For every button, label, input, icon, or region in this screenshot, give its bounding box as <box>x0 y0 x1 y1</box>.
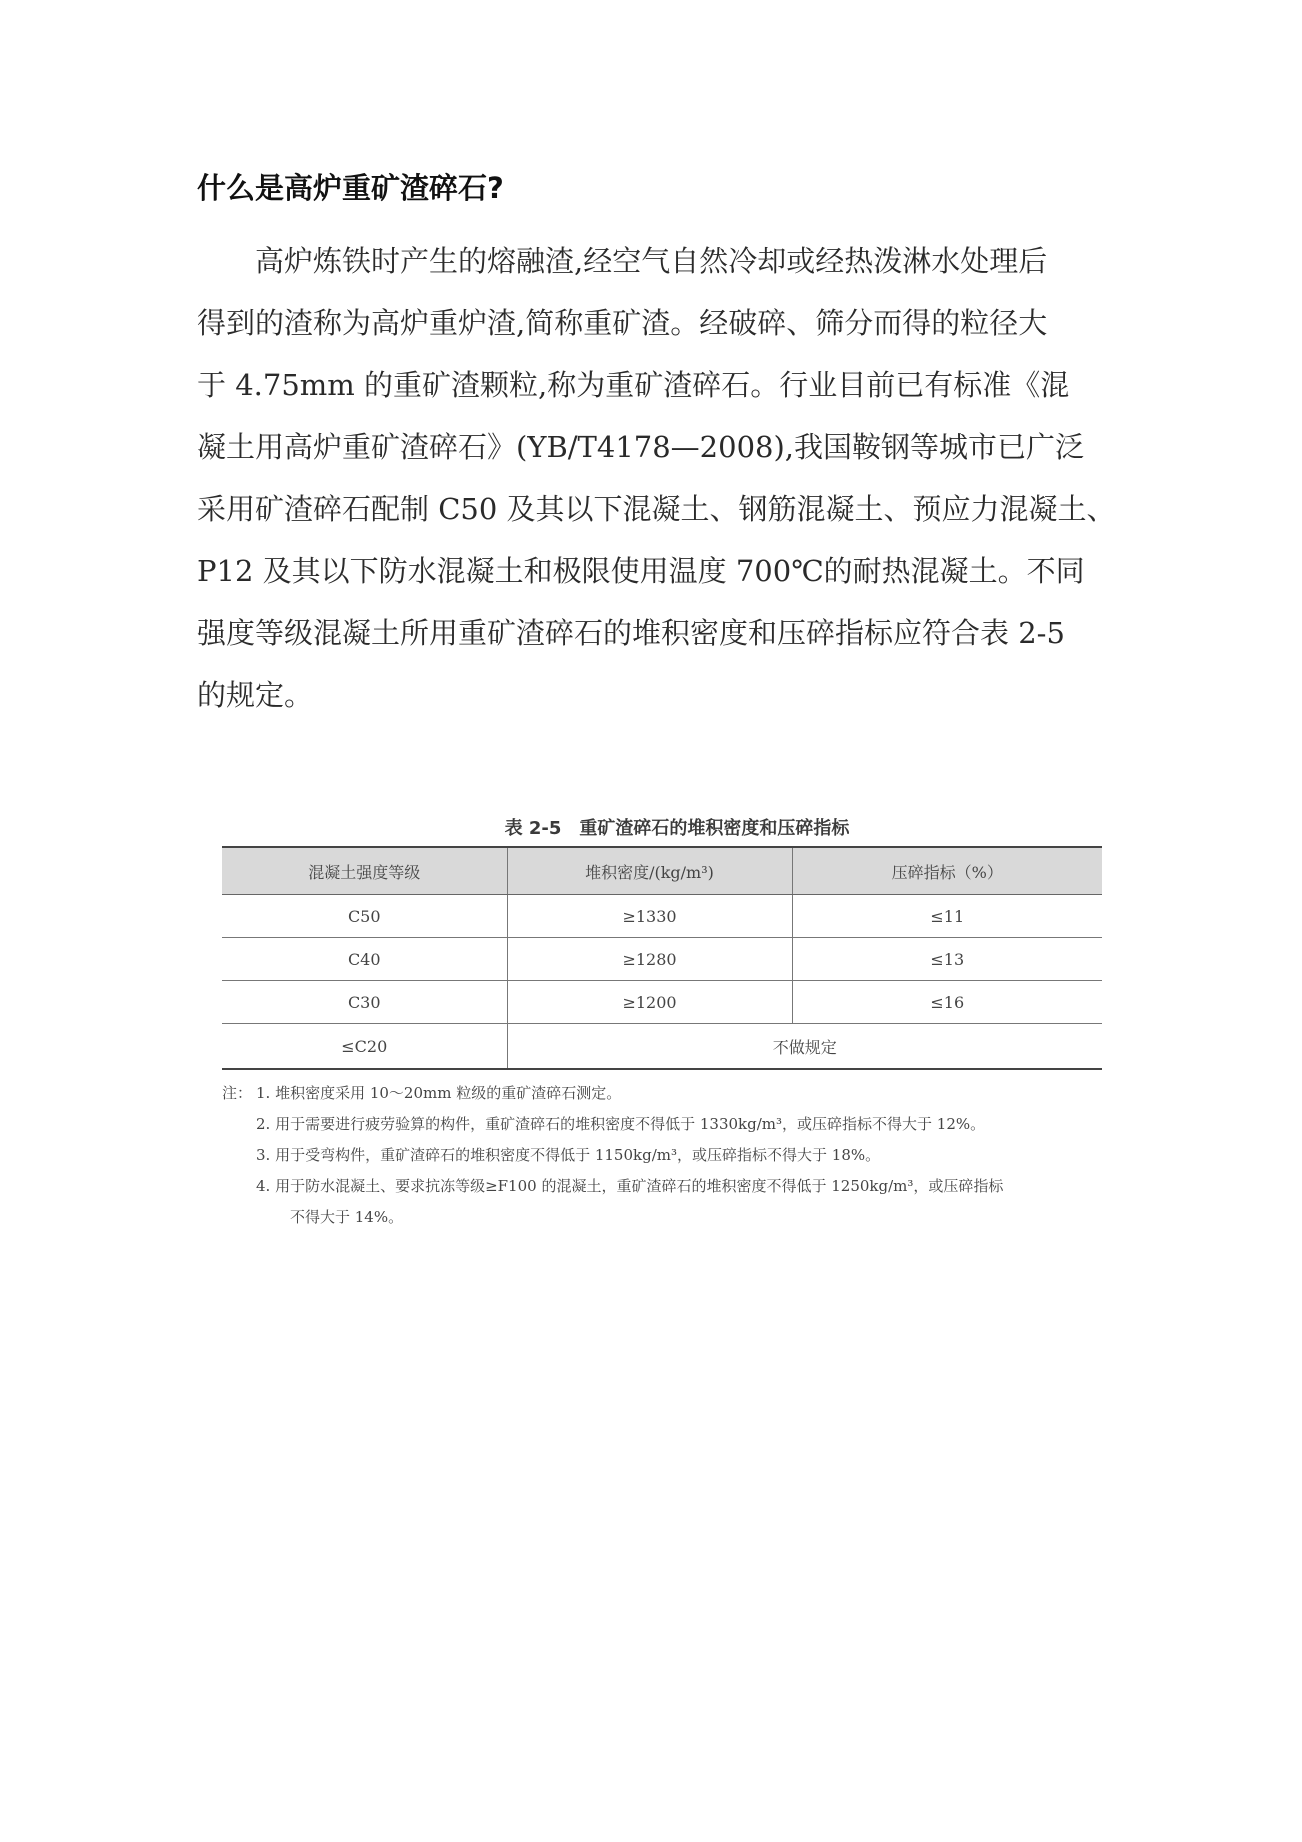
note-text: 1. 堆积密度采用 10～20mm 粒级的重矿渣碎石测定。 <box>256 1084 622 1102</box>
cell-crush-index: ≤13 <box>792 938 1102 981</box>
column-header-grade: 混凝土强度等级 <box>222 847 507 895</box>
paragraph-line: 凝土用高炉重矿渣碎石》(YB/T4178—2008),我国鞍钢等城市已广泛 <box>197 430 1085 464</box>
table-row <box>222 1024 1102 1070</box>
cell-density: ≥1280 <box>507 938 792 981</box>
paragraph-line: 高炉炼铁时产生的熔融渣,经空气自然冷却或经热泼淋水处理后 <box>197 244 1048 278</box>
paragraph-line: 的规定。 <box>197 678 314 712</box>
note-text: 4. 用于防水混凝土、要求抗冻等级≥F100 的混凝土，重矿渣碎石的堆积密度不得低于 1250kg/m³，或压碎指标 <box>256 1177 1004 1195</box>
table-figure <box>222 816 1102 1233</box>
note-item <box>222 1109 1102 1140</box>
note-text: 3. 用于受弯构件，重矿渣碎石的堆积密度不得低于 1150kg/m³，或压碎指标不得大于 18%。 <box>256 1146 881 1164</box>
column-header-density: 堆积密度/(kg/m³) <box>507 847 792 895</box>
table-row <box>222 981 1102 1024</box>
cell-crush-index: ≤11 <box>792 895 1102 938</box>
paragraph-line: 于 4.75mm 的重矿渣颗粒,称为重矿渣碎石。行业目前已有标准《混 <box>197 368 1070 402</box>
cell-density: ≥1330 <box>507 895 792 938</box>
question-heading: 什么是高炉重矿渣碎石? <box>197 171 504 205</box>
note-text: 2. 用于需要进行疲劳验算的构件，重矿渣碎石的堆积密度不得低于 1330kg/m³，或压碎指标不得大于 12%。 <box>256 1115 986 1133</box>
cell-grade: C40 <box>222 938 507 981</box>
note-item-continuation <box>222 1202 1102 1233</box>
table-title: 表 2-5 重矿渣碎石的堆积密度和压碎指标 <box>504 818 850 839</box>
paragraph-line: 强度等级混凝土所用重矿渣碎石的堆积密度和压碎指标应符合表 2-5 <box>197 616 1065 650</box>
cell-merged-unspecified: 不做规定 <box>507 1024 1102 1070</box>
paragraph-line: P12 及其以下防水混凝土和极限使用温度 700℃的耐热混凝土。不同 <box>197 554 1085 588</box>
paragraph-line: 得到的渣称为高炉重炉渣,简称重矿渣。经破碎、筛分而得的粒径大 <box>197 306 1048 340</box>
note-item <box>222 1078 1102 1109</box>
table-row <box>222 938 1102 981</box>
spec-table <box>222 846 1102 1070</box>
table-row <box>222 895 1102 938</box>
note-item <box>222 1140 1102 1171</box>
column-header-crush-index: 压碎指标（%） <box>792 847 1102 895</box>
notes-label: 注： <box>222 1084 253 1102</box>
cell-density: ≥1200 <box>507 981 792 1024</box>
cell-grade: C50 <box>222 895 507 938</box>
table-header-row <box>222 847 1102 895</box>
cell-crush-index: ≤16 <box>792 981 1102 1024</box>
cell-grade: ≤C20 <box>222 1024 507 1070</box>
table-notes <box>222 1078 1102 1233</box>
cell-grade: C30 <box>222 981 507 1024</box>
note-text: 不得大于 14%。 <box>290 1208 404 1226</box>
paragraph-line: 采用矿渣碎石配制 C50 及其以下混凝土、钢筋混凝土、预应力混凝土、 <box>197 492 1116 526</box>
body-paragraph <box>197 230 1117 726</box>
note-item <box>222 1171 1102 1202</box>
